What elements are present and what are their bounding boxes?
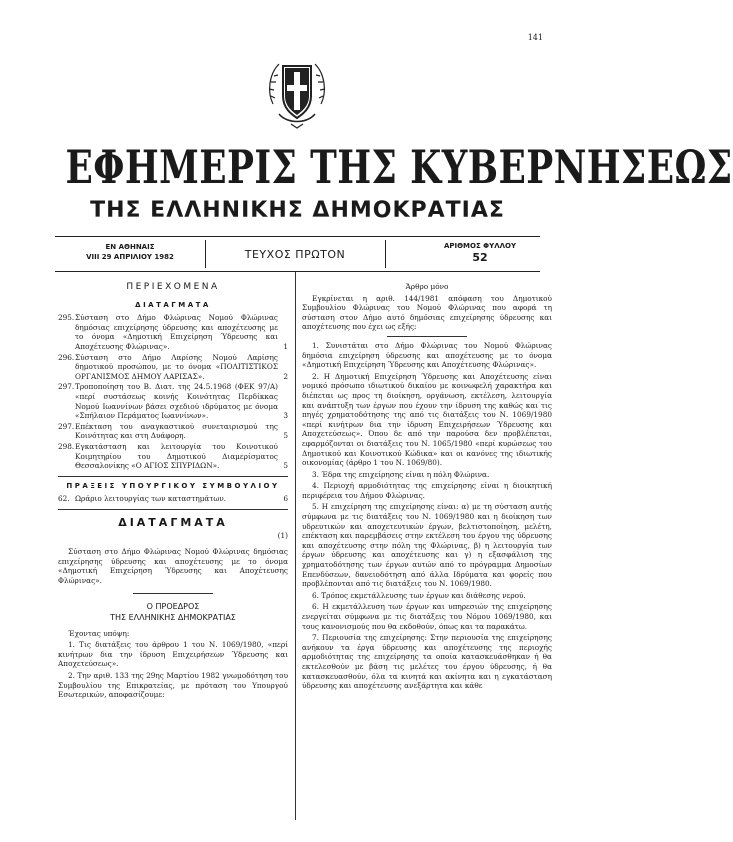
toc-item-page: 1	[283, 341, 288, 351]
article-heading: Άρθρο μόνο	[405, 282, 449, 291]
toc-item-text: Σύσταση στο Δήμο Φλώρινας Νομού Φλώρινας δημόσιας επιχείρησης ύδρευσης και αποχέτευσης με το όνομα «Δημοτική Επιχείρηση Ύδρευσης και Αποχέτευσης Φλώρινας».	[75, 313, 278, 351]
toc-item-number: 296.	[58, 352, 75, 362]
toc-item-text: Επέκταση του αναγκαστικού συνεταιρισμού της Κοινότητας και στη Δυάφορη.	[75, 421, 278, 441]
toc-item-number: 62.	[58, 494, 70, 504]
article-paragraph: 2. Η Δημοτική Επιχείρηση Ύδρευσης και Αποχέτευσης είναι νομικό πρόσωπο ιδιωτικού δικαίου με κοινωφελή χαρακτήρα και διέπεται ως προς τη διοίκηση, οργάνωση, εκτέλεση, λειτουργία και ανάπτυξη των έργων που έχουν την ίδρυση της καθώς και τις πηγές χρηματοδότησης της από τις διατάξεις του Ν. 1069/1980 «περί κινήτρων δια την ίδρυση Επιχειρήσεων Ύδρευσης και Αποχετεύσεως». Όπου δε από την παρούσα δεν προβλέπεται, εφαρμόζονται οι διατάξεις του Ν. 1065/1980 «περί κυρώσεως του Δημοτικού και Κοινοτικού Κώδικα» και οι κανόνες της ιδιωτικής οικονομίας (άρθρο 1 του Ν. 1069/80).	[302, 371, 552, 468]
considering-label: Έχοντας υπόψη:	[68, 628, 130, 638]
toc-item-page: 2	[283, 371, 288, 381]
article-paragraph: 4. Περιοχή αρμοδιότητας της επιχείρησης είναι η διοικητική περιφέρεια του Δήμου Φλώρινας.	[302, 481, 552, 500]
masthead-subtitle: ΤΗΣ ΕΛΛΗΝΙΚΗΣ ΔΗΜΟΚΡΑΤΙΑΣ	[90, 198, 505, 223]
toc-item-text: Εγκατάσταση και λειτουργία του Κοινοτικού Κοιμητηρίου του Δημοτικού Διαμερίσματος Θεσσαλονίκης «Ο ΑΓΙΟΣ ΣΠΥΡΙΔΩΝ».	[75, 441, 278, 471]
toc-item-number: 295.	[58, 313, 75, 323]
article-intro: Εγκρίνεται η αριθ. 144/1981 απόφαση του Δημοτικού Συμβουλίου Φλώρινας του Νομού Φλώρινας που αφορά τη σύσταση στον Δήμο αυτό δημόσιας επιχείρησης ύδρευσης και αποχέτευσης που έχει ως εξής:	[302, 293, 552, 332]
decree-number: (1)	[277, 531, 288, 541]
article-paragraph: 3. Έδρα της επιχείρησης είναι η πόλη Φλώρινα.	[312, 469, 490, 479]
article-paragraph: 1. Συνιστάται στο Δήμο Φλώρινας του Νομού Φλώρινας δημόσια επιχείρηση ύδρευσης και αποχέτευσης με το όνομα «Δημοτική Επιχείρηση Ύδρευσης και Αποχέτευσης Φλώρινας».	[302, 340, 552, 370]
toc-item[interactable]	[58, 422, 288, 441]
article-paragraph: 6. Τρόπος εκμετάλλευσης των έργων και διάθεσης νερού.	[312, 590, 526, 600]
page-number: 141	[527, 33, 543, 42]
toc-item-number: 298.	[58, 441, 75, 451]
header-divider-right	[385, 240, 386, 268]
toc-item-page: 6	[283, 494, 288, 504]
toc-item[interactable]	[58, 353, 288, 382]
toc-item[interactable]	[58, 442, 288, 471]
masthead-title: ΕΦΗΜΕΡΙΣ ΤΗΣ ΚΥΒΕΡΝΗΣΕΩΣ	[65, 140, 733, 194]
article-paragraph: 5. Η επιχείρηση της επιχείρησης είναι: α) με τη σύσταση αυτής σύμφωνα με τις διατάξεις του Ν. 1069/1980 και η διοίκηση των υδρευτικών και αποχετευτικών έργων, βελτιστοποίηση, μελέτη, επέκταση και παρεμβάσεις στην εκτέλεση του έργου της ύδρευσης και αποχέτευσης στην πόλη της Φλώρινας, β) η λειτουργία των έργων ύδρευσης και αποχέτευσης και γ) η εξασφάλιση της χρηματοδότησης των έργων αυτών από το πρόγραμμα Δημοσίων Επενδύσεων, δανειοδότηση από άλλα Ιδρύματα και φορείς που προβλέπονται από τις διατάξεις του Ν. 1069/1980.	[302, 502, 552, 589]
toc-item-page: 3	[283, 411, 288, 421]
toc-item-text: Τροποποίηση του Β. Διατ. της 24.5.1968 (ΦΕΚ 97/Α) «περί συστάσεως κοινής Κοινότητας Περδίκκας Νομού Ιωαννίνων βάσει σχεδιού ιδρύματος με όνομα «Σπήλαιον Περάματος Ιωαννίνων».	[75, 382, 278, 421]
toc-divider	[58, 476, 288, 477]
toc-section-cabinet: ΠΡΑΞΕΙΣ ΥΠΟΥΡΓΙΚΟΥ ΣΥΜΒΟΥΛΙΟΥ	[66, 481, 280, 490]
toc-item[interactable]	[58, 313, 288, 351]
toc-item-number: 297.	[58, 382, 75, 392]
article-divider	[387, 336, 467, 337]
toc-item[interactable]	[58, 382, 288, 420]
toc-heading: ΠΕΡΙΕΧΟΜΕΝΑ	[126, 282, 220, 292]
toc-item-page: 5	[283, 461, 288, 471]
considering-point: 1. Τις διατάξεις του άρθρου 1 του Ν. 1069/1980, «περί κινήτρων δια την ίδρυση Επιχειρήσεων Ύδρευσης και Αποχετεύσεως».	[58, 640, 288, 669]
article-paragraph: 6. Η εκμετάλλευση των έργων και υπηρεσιών της επιχείρησης ενεργείται σύμφωνα με τις διατάξεις του Νόμου 1069/1980, και τους κανονισμούς που θα εκδοθούν, όπως και τα παρακάτω.	[302, 602, 552, 631]
coat-of-arms-emblem	[265, 52, 329, 132]
sheet-number: 52	[472, 251, 488, 264]
toc-item-text: Σύσταση στο Δήμο Λαρίσης Νομού Λαρίσης δημοτικού προσώπου, με το όνομα «ΠΟΛΙΤΙΣΤΙΚΟΣ ΟΡΓΑΝΙΣΜΟΣ ΔΗΜΟΥ ΛΑΡΙΣΑΣ».	[75, 352, 278, 381]
header-divider-left	[205, 240, 206, 268]
header-bottom-rule	[55, 271, 540, 272]
publication-place: ΕΝ ΑΘΗΝΑΙΣ	[105, 243, 155, 251]
summary-divider	[133, 593, 213, 594]
president-subtitle: ΤΗΣ ΕΛΛΗΝΙΚΗΣ ΔΗΜΟΚΡΑΤΙΑΣ	[110, 613, 236, 623]
section-divider	[58, 509, 288, 510]
issue-label: ΤΕΥΧΟΣ ΠΡΩΤΟΝ	[244, 248, 346, 261]
toc-item-page: 5	[283, 431, 288, 441]
toc-item-number: 297.	[58, 421, 75, 431]
article-paragraphs	[302, 341, 552, 691]
decree-summary: Σύσταση στο Δήμο Φλώρινας Νομού Φλώρινας δημόσιας επιχείρησης ύδρευσης και αποχέτευσης με το όνομα «Δημοτική Επιχείρηση Ύδρευσης και Αποχέτευσης Φλώρινας».	[58, 547, 288, 585]
column-divider	[295, 272, 296, 820]
president-title: Ο ΠΡΟΕΔΡΟΣ	[146, 602, 200, 612]
considering-point: 2. Την αριθ. 133 της 29ης Μαρτίου 1982 γνωμοδότηση του Συμβουλίου της Επικρατείας, με πρόταση του Υπουργού Εσωτερικών, αποφασίζουμε:	[58, 671, 288, 700]
publication-place-date	[60, 242, 200, 262]
left-column	[58, 283, 288, 702]
header-top-rule	[55, 236, 540, 237]
toc-item[interactable]	[58, 494, 288, 504]
sheet-number-label: ΑΡΙΘΜΟΣ ΦΥΛΛΟΥ	[443, 242, 517, 250]
toc-item-text: Ωράριο λειτουργίας των καταστημάτων.	[75, 494, 227, 504]
decree-number-row	[58, 531, 288, 541]
sheet-number-block	[415, 242, 545, 264]
publication-date: VIII 29 ΑΠΡΙΛΙΟΥ 1982	[86, 253, 174, 261]
decrees-heading: ΔΙΑΤΑΓΜΑΤΑ	[118, 515, 228, 529]
article-paragraph: 7. Περιουσία της επιχείρησης: Στην περιουσία της επιχείρησης ανήκουν τα έργα ύδρευσης και αποχέτευσης της περιοχής αρμοδιότητας της επιχείρησης τα οποία κατασκευάσθηκαν ή θα εκτελεσθούν με βάση τις μελέτες του έργου ύδρευσης, ή θα κατασκευασθούν, όλα τα κινητά και ακίνητα και η εγκατάσταση ύδρευσης και αποχέτευσης ανεξάρτητα και κάθε	[302, 633, 552, 691]
right-column	[302, 282, 552, 693]
considering-points	[58, 640, 288, 700]
toc-section-decrees: ΔΙΑΤΑΓΜΑΤΑ	[135, 300, 211, 309]
